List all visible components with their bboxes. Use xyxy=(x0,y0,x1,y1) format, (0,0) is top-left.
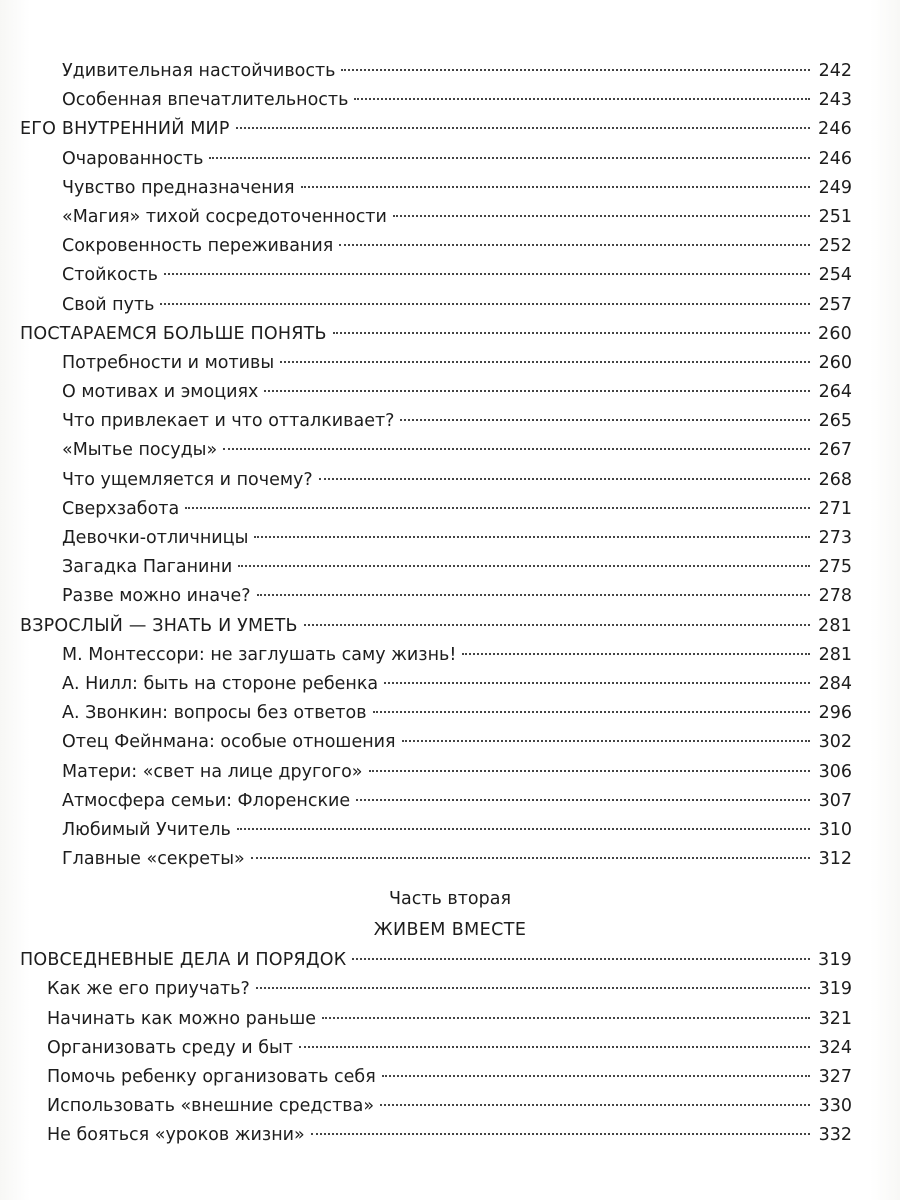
toc-entry-title: Стойкость xyxy=(62,265,158,286)
toc-entry-title: Потребности и мотивы xyxy=(62,352,275,373)
toc-page-number: 271 xyxy=(818,498,852,519)
toc-entry-title: Сверхзабота xyxy=(62,498,180,519)
toc-page-number: 257 xyxy=(818,294,852,315)
toc-entry-title: Как же его приучать? xyxy=(47,979,250,1000)
toc-entry xyxy=(0,261,900,290)
toc-entry-title: Девочки-отличницы xyxy=(62,528,249,548)
toc-entry xyxy=(0,728,900,757)
toc-entry-title: Начинать как можно раньше xyxy=(47,1008,317,1029)
toc-entry-title: Атмосфера семьи: Флоренские xyxy=(62,790,351,811)
dot-leader xyxy=(223,448,810,450)
toc-entry xyxy=(0,407,900,436)
toc-page-number: 260 xyxy=(817,323,852,344)
toc-entry xyxy=(0,1005,900,1034)
dot-leader xyxy=(356,799,810,801)
dot-leader xyxy=(237,828,810,830)
dot-leader xyxy=(382,1075,810,1077)
dot-leader xyxy=(402,740,810,742)
dot-leader xyxy=(380,1104,810,1106)
toc-entry-title: Матери: «свет на лице другого» xyxy=(62,761,363,782)
toc-page-number: 267 xyxy=(818,440,852,461)
toc-page-number: 260 xyxy=(818,352,852,373)
dot-leader xyxy=(299,1046,810,1048)
part2-entries xyxy=(0,946,900,1150)
toc-page-number: 307 xyxy=(818,790,852,811)
dot-leader xyxy=(393,215,810,217)
toc-entry-title: «Мытье посуды» xyxy=(62,440,218,461)
toc-entry-title: Организовать среду и быт xyxy=(47,1037,293,1058)
toc-page-number: 278 xyxy=(818,586,852,607)
toc-page-number: 264 xyxy=(818,382,852,403)
toc-entry xyxy=(0,641,900,670)
toc-entry xyxy=(0,349,900,378)
toc-entry xyxy=(0,1034,900,1063)
toc-page-number: 242 xyxy=(818,61,852,81)
dot-leader xyxy=(341,69,810,71)
toc-page-number: 246 xyxy=(817,119,852,140)
toc-entry xyxy=(0,174,900,203)
toc-entry xyxy=(0,582,900,611)
dot-leader xyxy=(369,770,811,772)
dot-leader xyxy=(339,244,810,246)
toc-entry xyxy=(0,495,900,524)
toc-entry xyxy=(0,1121,900,1150)
dot-leader xyxy=(164,273,810,275)
toc-entry-title: Главные «секреты» xyxy=(62,849,245,870)
toc-entry xyxy=(0,845,900,874)
toc-entry xyxy=(0,466,900,495)
dot-leader xyxy=(373,711,810,713)
toc-entry-title: Загадка Паганини xyxy=(62,557,233,578)
dot-leader xyxy=(256,987,810,989)
toc-entry xyxy=(0,1063,900,1092)
part2-header: Часть вторая xyxy=(389,889,511,910)
dot-leader xyxy=(238,565,810,567)
toc-entry-title: Помочь ребенку организовать себя xyxy=(47,1067,376,1087)
toc-page-number: 252 xyxy=(818,236,852,257)
toc-page-number: 319 xyxy=(817,950,852,971)
toc-entry-title: Очарованность xyxy=(62,148,204,169)
toc-entry xyxy=(0,291,900,320)
toc-entry-title: ПОСТАРАЕМСЯ БОЛЬШЕ ПОНЯТЬ xyxy=(20,323,327,344)
toc-page-number: 284 xyxy=(818,673,852,694)
toc-page-number: 273 xyxy=(818,528,852,548)
toc-entry-title: А. Звонкин: вопросы без ответов xyxy=(62,703,367,724)
toc-entry-title: Разве можно иначе? xyxy=(62,586,251,607)
toc-entry-title: ЕГО ВНУТРЕННИЙ МИР xyxy=(20,119,230,140)
toc-page-number: 330 xyxy=(818,1096,852,1117)
toc-entry-title: Удивительная настойчивость xyxy=(62,61,336,81)
toc-entry-title: «Магия» тихой сосредоточенности xyxy=(62,206,387,227)
toc-entry xyxy=(0,86,900,115)
toc-section-entry xyxy=(0,612,900,641)
toc-entry-title: Свой путь xyxy=(62,294,155,315)
toc-page-number: 319 xyxy=(818,979,852,1000)
toc-entry-title: О мотивах и эмоциях xyxy=(62,382,259,403)
toc-section-entry xyxy=(0,115,900,144)
toc-page-number: 324 xyxy=(818,1037,852,1058)
toc-entry xyxy=(0,57,900,86)
part1-entries xyxy=(0,57,900,874)
toc-page-number: 321 xyxy=(818,1008,852,1029)
toc-entry xyxy=(0,1092,900,1121)
dot-leader xyxy=(257,594,810,596)
toc-entry-title: М. Монтессори: не заглушать саму жизнь! xyxy=(62,644,457,665)
dot-leader xyxy=(236,127,810,129)
toc-page-number: 332 xyxy=(818,1125,852,1146)
dot-leader xyxy=(209,157,810,159)
toc-page-number: 243 xyxy=(818,90,852,111)
toc-entry-title: Любимый Учитель xyxy=(62,819,231,840)
dot-leader xyxy=(400,419,810,421)
dot-leader xyxy=(251,857,810,859)
toc-page-number: 275 xyxy=(818,557,852,578)
toc-page-number: 249 xyxy=(818,177,852,198)
toc-entry xyxy=(0,758,900,787)
toc-section-entry xyxy=(0,320,900,349)
dot-leader xyxy=(462,653,810,655)
toc-page-number: 302 xyxy=(818,732,852,753)
part-gap xyxy=(0,874,900,884)
dot-leader xyxy=(384,682,810,684)
table-of-contents xyxy=(0,57,900,1151)
toc-entry xyxy=(0,232,900,261)
toc-page-number: 246 xyxy=(818,148,852,169)
toc-entry xyxy=(0,436,900,465)
dot-leader xyxy=(333,332,810,334)
toc-page-number: 310 xyxy=(818,819,852,840)
toc-section-entry xyxy=(0,946,900,975)
toc-page-number: 306 xyxy=(818,761,852,782)
toc-entry-title: Отец Фейнмана: особые отношения xyxy=(62,732,396,753)
dot-leader xyxy=(352,958,810,960)
toc-entry xyxy=(0,975,900,1004)
toc-entry-title: ПОВСЕДНЕВНЫЕ ДЕЛА И ПОРЯДОК xyxy=(20,950,347,971)
dot-leader xyxy=(301,186,810,188)
toc-entry-title: Что привлекает и что отталкивает? xyxy=(62,411,395,432)
toc-entry-title: Не бояться «уроков жизни» xyxy=(47,1125,305,1146)
toc-page-number: 296 xyxy=(818,703,852,724)
toc-page-number: 251 xyxy=(818,206,852,227)
toc-entry-title: А. Нилл: быть на стороне ребенка xyxy=(62,673,379,694)
toc-entry xyxy=(0,787,900,816)
dot-leader xyxy=(254,536,810,538)
toc-entry xyxy=(0,524,900,553)
toc-entry xyxy=(0,203,900,232)
dot-leader xyxy=(280,361,810,363)
toc-entry-title: Сокровенность переживания xyxy=(62,236,334,257)
dot-leader xyxy=(304,624,810,626)
toc-entry-title: Что ущемляется и почему? xyxy=(62,469,313,490)
toc-entry-title: Использовать «внешние средства» xyxy=(47,1096,375,1117)
toc-entry-title: Чувство предназначения xyxy=(62,177,295,198)
part2-title: ЖИВЕМ ВМЕСТЕ xyxy=(373,920,527,941)
dot-leader xyxy=(160,303,810,305)
toc-entry-title: Особенная впечатлительность xyxy=(62,90,349,111)
toc-entry xyxy=(0,670,900,699)
toc-entry xyxy=(0,699,900,728)
toc-entry xyxy=(0,553,900,582)
dot-leader xyxy=(354,98,810,100)
dot-leader xyxy=(322,1017,810,1019)
toc-page-number: 327 xyxy=(818,1067,852,1087)
toc-page-number: 312 xyxy=(818,849,852,870)
toc-entry xyxy=(0,816,900,845)
toc-page-number: 265 xyxy=(818,411,852,432)
toc-page-number: 281 xyxy=(817,615,852,636)
toc-entry-title: ВЗРОСЛЫЙ — ЗНАТЬ И УМЕТЬ xyxy=(20,615,298,636)
dot-leader xyxy=(185,507,810,509)
toc-entry xyxy=(0,378,900,407)
toc-page-number: 281 xyxy=(818,644,852,665)
toc-entry xyxy=(0,145,900,174)
dot-leader xyxy=(264,390,810,392)
toc-page-number: 268 xyxy=(818,469,852,490)
toc-page-number: 254 xyxy=(818,265,852,286)
dot-leader xyxy=(311,1133,810,1135)
dot-leader xyxy=(319,478,810,480)
